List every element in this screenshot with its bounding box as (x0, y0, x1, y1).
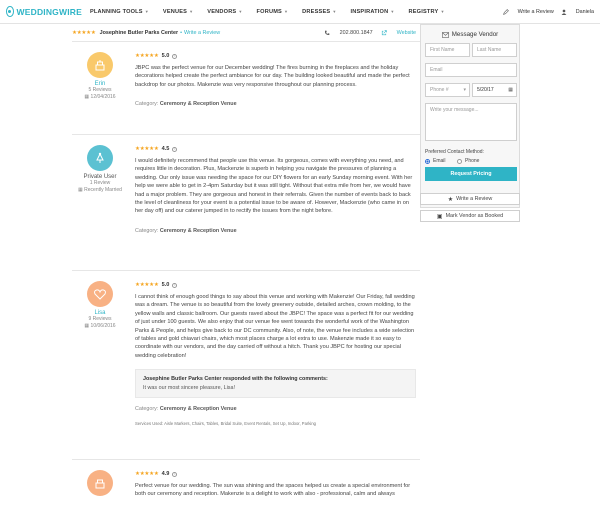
sidebar (420, 24, 520, 464)
message-vendor-form (420, 24, 520, 208)
author-review-count: 5 Reviews (88, 87, 112, 93)
user-menu[interactable]: Daniela (561, 9, 594, 15)
review-date: ▦ 10/06/2016 (84, 323, 116, 329)
phone-icon (324, 30, 330, 36)
cake-icon (93, 58, 107, 72)
author-status: ▦ Recently Married (78, 187, 122, 193)
external-link-icon (381, 30, 387, 36)
chevron-down-icon: ▼ (284, 9, 289, 14)
envelope-icon (442, 32, 449, 38)
vendor-contact (316, 30, 416, 36)
chevron-down-icon: ▼ (144, 9, 149, 14)
logo-text: WEDDINGWIRE (16, 6, 82, 17)
vendor-response (135, 369, 416, 398)
chevron-down-icon: ▼ (189, 9, 194, 14)
author-name[interactable]: Lisa (94, 310, 106, 316)
response-text: It was our most sincere pleasure, Lisa! (143, 385, 235, 392)
review-rating: ★★★★★ 5.0 i (135, 53, 416, 59)
user-actions (496, 0, 594, 24)
review-rating: ★★★★★ 4.5 i (135, 146, 416, 152)
review-text: Perfect venue for our wedding. The sun was shining and the spaces helped us create a special environment for both our ceremony and reception. Makenzie is a delight to work with also - professional, calm and always (135, 483, 411, 498)
chevron-down-icon: ▼ (332, 9, 337, 14)
review-author (72, 470, 128, 499)
avatar (87, 145, 113, 171)
phone-field[interactable]: Phone # ▾ (425, 83, 470, 97)
rating-stars: ★★★★★ (135, 471, 159, 477)
nav-registry[interactable]: REGISTRY ▼ (408, 8, 445, 15)
info-icon[interactable]: i (172, 283, 177, 288)
author-name[interactable]: Erin (94, 81, 106, 87)
nav-venues[interactable]: VENUES ▼ (162, 8, 194, 15)
contact-email-radio[interactable]: Email (425, 158, 446, 164)
review-category: Category: Ceremony & Reception Venue (135, 227, 237, 234)
review-category: Category: Ceremony & Reception Venue (135, 101, 237, 108)
review-text: JBPC was the perfect venue for our December wedding! The fires burning in the fireplaces and the holiday decorations helped create the perfect ambiance for our day. The building looked beautiful and made the perfect backdrop for our photos. Makenzie was very responsive throughout our planning process. (135, 65, 410, 88)
author-review-count: 9 Reviews (88, 316, 112, 322)
sidebar-write-review-button[interactable]: ★ Write a Review (420, 193, 520, 205)
subbar-write-review-link[interactable]: Write a Review (183, 29, 221, 36)
message-textarea[interactable]: Write your message... (425, 103, 517, 141)
services-used: Services Used: Aisle Markers, Chairs, Tables, Bridal Suite, Event Rentals, Set Up, Indoor, Parking (135, 421, 316, 427)
logo[interactable] (6, 6, 82, 17)
review-item (72, 460, 420, 520)
review-date: ▦ 12/04/2016 (84, 94, 116, 100)
review-item (72, 135, 420, 271)
bookmark-icon: ▣ (436, 213, 443, 220)
nav-vendors[interactable]: VENDORS ▼ (207, 8, 243, 15)
info-icon[interactable]: i (172, 472, 177, 477)
vendor-summary-bar (72, 24, 420, 42)
user-icon (561, 9, 567, 15)
separator-dot: • (180, 29, 182, 36)
review-rating: ★★★★★ 4.9 i (135, 471, 416, 477)
avatar (87, 52, 113, 78)
nav-forums[interactable]: FORUMS ▼ (256, 8, 289, 15)
chevron-down-icon: ▼ (390, 9, 395, 14)
author-name: Private User (83, 174, 117, 180)
bouquet-icon (93, 151, 107, 165)
mark-booked-button[interactable]: ▣ Mark Vendor as Booked (420, 210, 520, 222)
vendor-name: Josephine Butler Parks Center (99, 29, 179, 36)
info-icon[interactable]: i (172, 54, 177, 59)
nav-planning-tools[interactable]: PLANNING TOOLS ▼ (90, 8, 149, 15)
review-text: I cannot think of enough good things to say about this venue and working with Makenzie! Our Friday, fall wedding was a dream. The venue is so beautiful from the lovely greenery outside, detailed arches, crown molding, to the yellow walls and classic ballroom. Our guests raved about the JBPC! The space was a perfect fit for our wedding of just under 100 guests. We also enjoy that our venue fee went towards the wonderful work of the Washington Parks & People, and helps give back to our DC community. Also, of note, the venue fee includes a wide selection of tables and gold chiavari chairs, which most places charge a lot extra to use. Makenzie made it so easy to coordinate with our vendors, and the day carried off without a hitch. Thank you JBPC for hosting our special wedding celebration! (135, 294, 415, 359)
contact-method-label: Preferred Contact Method: (425, 149, 484, 155)
calendar-icon: ▦ (78, 187, 83, 193)
main-menu (90, 9, 459, 15)
nav-inspiration[interactable]: INSPIRATION ▼ (350, 8, 395, 15)
review-body (135, 271, 420, 426)
calendar-icon: ▦ (84, 94, 90, 100)
rating-stars: ★★★★★ (135, 146, 159, 152)
reviews-list (72, 42, 420, 520)
review-body (135, 42, 420, 107)
contact-phone-radio[interactable]: Phone (457, 158, 479, 164)
vendor-rating-stars: ★★★★★ (72, 29, 96, 36)
review-body (135, 460, 420, 499)
date-field[interactable]: 5/20/17 ▦ (472, 83, 517, 97)
avatar (87, 281, 113, 307)
first-name-field[interactable]: First Name (425, 43, 470, 57)
chevron-down-icon: ▼ (238, 9, 243, 14)
form-title: Message Vendor (421, 31, 519, 38)
review-author (72, 281, 128, 330)
review-author (72, 145, 128, 194)
review-rating: ★★★★★ 5.0 i (135, 282, 416, 288)
write-review-link[interactable]: Write a Review (503, 9, 554, 15)
review-item (72, 271, 420, 460)
review-body (135, 135, 420, 234)
dropdown-arrow-icon: ▾ (463, 87, 466, 93)
response-header: Josephine Butler Parks Center responded with the following comments: (143, 376, 328, 383)
radio-empty-icon (457, 159, 462, 164)
pencil-icon (503, 9, 509, 15)
cake-icon (93, 476, 107, 490)
avatar (87, 470, 113, 496)
heart-icon (93, 287, 107, 301)
rating-stars: ★★★★★ (135, 53, 159, 59)
author-review-count: 1 Review (89, 180, 111, 186)
vendor-phone[interactable]: 202.800.1847 (324, 30, 373, 36)
rating-stars: ★★★★★ (135, 282, 159, 288)
star-icon: ★ (447, 196, 454, 203)
top-navigation (0, 0, 600, 24)
calendar-icon: ▦ (508, 87, 513, 93)
request-pricing-button[interactable]: Request Pricing (425, 167, 517, 181)
vendor-website-link[interactable]: Website (381, 30, 416, 36)
nav-dresses[interactable]: DRESSES ▼ (302, 8, 337, 15)
info-icon[interactable]: i (172, 147, 177, 152)
review-category: Category: Ceremony & Reception Venue (135, 406, 237, 413)
calendar-icon: ▦ (84, 323, 90, 329)
logo-mark-icon (6, 6, 14, 17)
review-author (72, 52, 128, 101)
radio-selected-icon (425, 159, 430, 164)
last-name-field[interactable]: Last Name (472, 43, 517, 57)
email-field[interactable]: Email (425, 63, 517, 77)
chevron-down-icon: ▼ (440, 9, 445, 14)
review-text: I would definitely recommend that people use this venue. Its gorgeous, comes with everything you need, and requires little in decoration. Plus, Mackenzie is superb in helping you navigate the pressures of planning a wedding. Our only issue was needing the space for our DIY flowers for an early Sunday morning event. With her help we were able to get in 2-4pm Saturday but it was still tight. Without that extra mile from her, we would have had a major problem. They are gorgeous and honest in their referrals. Given the number of events back to back the level of cleanliness for your event is a potential issue to be aware of. However, Mackenzie (who came in on her day off) and our caterer jumped in to rectify the issues from the night before. (135, 158, 413, 215)
review-item (72, 42, 420, 135)
